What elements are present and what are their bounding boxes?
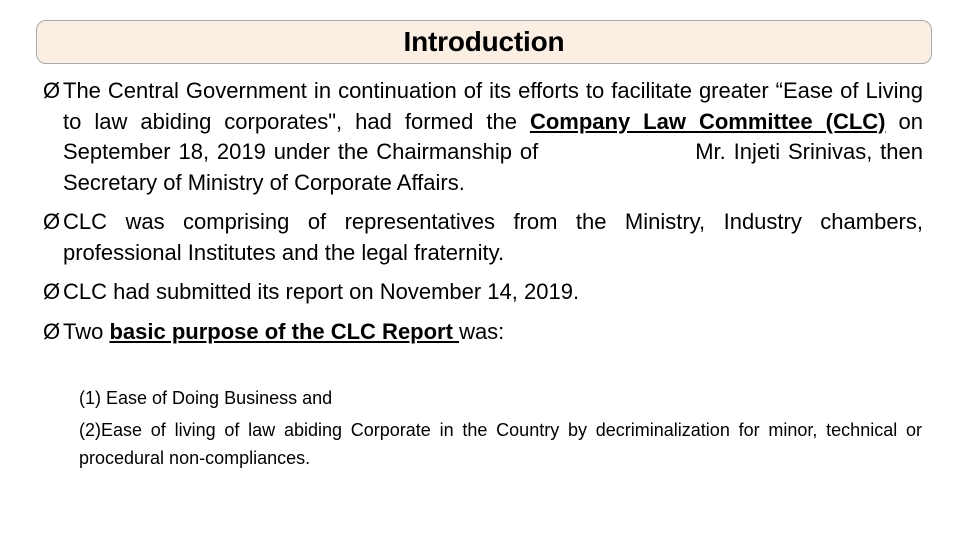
bullet-text: CLC was comprising of representatives from the Ministry, Industry chambers, professional Institutes and the legal fraternity. (63, 209, 923, 265)
sub-item-2: (2)Ease of living of law abiding Corporate in the Country by decriminalization for minor, technical or procedural non-compliances. (79, 420, 922, 468)
bullet-text: Two (63, 318, 110, 344)
arrow-bullet-icon: Ø (43, 209, 61, 234)
sub-item-1: (1) Ease of Doing Business and (79, 388, 333, 408)
bullet-clc-composition (43, 207, 923, 268)
bullet-text: was: (459, 318, 505, 344)
bullet-text: on September 18, 2019 under the Chairmanship of Mr. Injeti Srinivas, then Secretary of Ministry of Corporate Affairs. (63, 108, 930, 195)
arrow-bullet-icon: Ø (43, 78, 61, 103)
bullet-list (43, 76, 930, 347)
purpose-heading: basic purpose of the CLC Report (109, 318, 460, 344)
bullet-text: The Central Government in continuation of its efforts to facilitate greater “Ease of Living to law abiding corporates", had formed the (63, 78, 923, 134)
title-box (36, 20, 932, 64)
bullet-clc-formation (43, 76, 930, 198)
arrow-bullet-icon: Ø (43, 279, 61, 304)
committee-name: Company Law Committee (CLC) (529, 108, 886, 134)
arrow-bullet-icon: Ø (43, 318, 61, 344)
bullet-text: CLC had submitted its report on November 14, 2019. (63, 279, 580, 304)
slide-title: Introduction (403, 26, 565, 57)
bullet-clc-purpose (43, 317, 923, 348)
bullet-clc-report-date (43, 277, 923, 308)
